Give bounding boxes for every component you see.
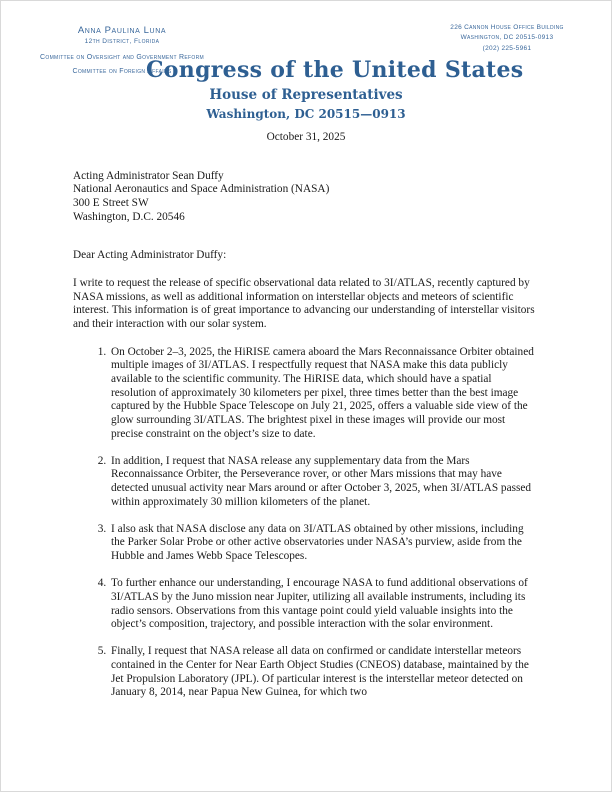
letterhead	[1, 1, 611, 126]
house-subtitle: House of Representatives	[209, 87, 403, 103]
request-item-3: 3. I also ask that NASA disclose any data on 3I/ATLAS obtained by other missions, including the Parker Solar Probe or other active observatories under NASA’s purview, aside from the Hubble and James Webb Space Telescopes.	[109, 523, 539, 564]
recipient-city: Washington, D.C. 20546	[73, 210, 185, 223]
request-list	[73, 346, 539, 700]
request-item-5: 5. Finally, I request that NASA release all data on confirmed or candidate interstellar meteors contained in the Center for Near Earth Object Studies (CNEOS) database, maintained by the Jet Propulsion Laboratory (JPL). Of particular interest is the interstellar meteor detected on January 8, 2014, near Papua New Guinea, for which two	[109, 645, 539, 700]
recipient-address-block	[73, 170, 539, 225]
letter-body	[73, 131, 539, 714]
recipient-agency: National Aeronautics and Space Administration (NASA)	[73, 183, 330, 196]
committee-oversight: Committee on Oversight and Government Reform	[40, 54, 204, 61]
member-name: Anna Paulina Luna	[77, 25, 167, 36]
committee-foreign-affairs: Committee on Foreign Affairs	[72, 68, 172, 76]
recipient-street: 300 E Street SW	[73, 196, 149, 209]
request-item-2: 2. In addition, I request that NASA release any supplementary data from the Mars Reconnaissance Orbiter, the Perseverance rover, or other Mars missions that may have detected unusual activity near Mars around or after October 3, 2025, when 3I/ATLAS passed within approximately 30 million kilometers of the planet.	[109, 455, 539, 510]
intro-paragraph: I write to request the release of specific observational data related to 3I/ATLAS, recently captured by NASA missions, as well as additional information on interstellar objects and meteors of scientific interest. This information is of great importance to advancing our understanding of interstellar visitors and their interaction with our solar system.	[73, 276, 535, 330]
letterhead-office-block	[417, 23, 597, 54]
office-phone-line: (202) 225-5961	[482, 44, 532, 52]
recipient-name: Acting Administrator Sean Duffy	[73, 169, 224, 182]
washington-dc-line: Washington, DC 20515—0913	[206, 107, 406, 121]
request-item-4: 4. To further enhance our understanding, I encourage NASA to fund additional observations of 3I/ATLAS by the Juno mission near Jupiter, utilizing all available instruments, including its radio sensors. Observations from this vantage point could yield valuable insights into the object’s composition, trajectory, and possible interaction with the solar environment.	[109, 577, 539, 632]
salutation: Dear Acting Administrator Duffy:	[73, 249, 227, 262]
office-city-zip-line: Washington, DC 20515-0913	[460, 34, 554, 42]
office-address-line: 226 Cannon House Office Building	[450, 24, 564, 31]
letterhead-seal-block	[146, 57, 524, 121]
congress-title: Congress of the United States	[146, 57, 524, 83]
date-line: October 31, 2025	[266, 131, 346, 143]
request-item-1: 1. On October 2–3, 2025, the HiRISE camera aboard the Mars Reconnaissance Orbiter obtained multiple images of 3I/ATLAS. I respectfully request that NASA make this data publicly available to the scientific community. The HiRISE data, which should have a spatial resolution of approximately 30 kilometers per pixel, three times better than the best image captured by the Hubble Space Telescope on July 21, 2025, offers a valuable side view of the glow surrounding 3I/ATLAS. The brightest pixel in these images will provide our most precise constraint on the object’s size to date.	[109, 346, 539, 442]
member-district: 12th District, Florida	[84, 38, 160, 45]
